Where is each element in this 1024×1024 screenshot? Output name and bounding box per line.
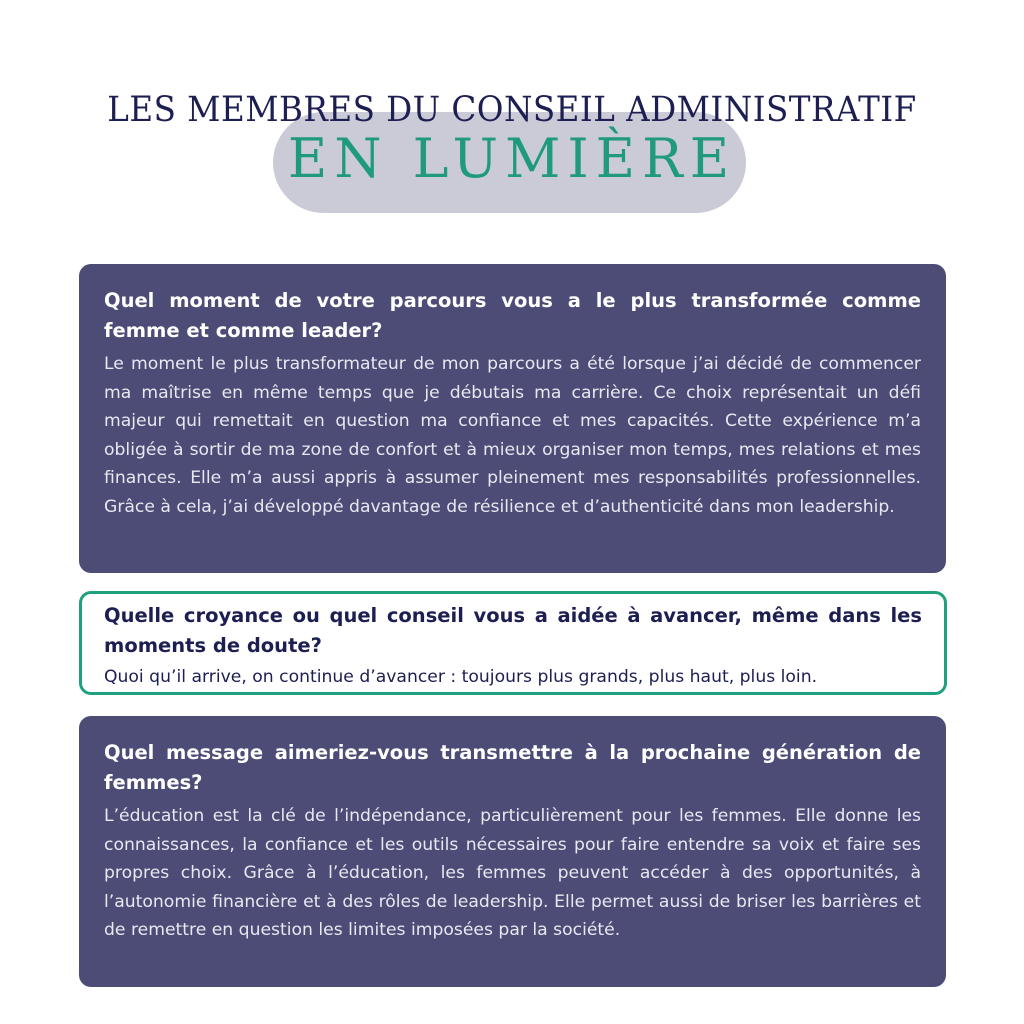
page-header (0, 0, 1024, 240)
card-question: Quelle croyance ou quel conseil vous a aidée à avancer, même dans les moments de doute? (104, 604, 922, 657)
card-answer: Le moment le plus transformateur de mon parcours a été lorsque j’ai décidé de commencer ma maîtrise en même temps que je débutais ma carrière. Ce choix représentait un défi majeur qui remettait en question ma confiance et mes capacités. Cette expérience m’a obligée à sortir de ma zone de confort et à mieux organiser mon temps, mes relations et mes finances. Elle m’a aussi appris à assumer pleinement mes responsabilités professionnelles. Grâce à cela, j’ai développé davantage de résilience et d’authenticité dans mon leadership. (104, 354, 921, 517)
page-title: LES MEMBRES DU CONSEIL ADMINISTRATIF (107, 90, 917, 130)
qa-card-belief (79, 591, 947, 695)
card-question: Quel moment de votre parcours vous a le plus transformée comme femme et comme leader? (104, 289, 921, 342)
card-answer: L’éducation est la clé de l’indépendance, particulièrement pour les femmes. Elle donne les connaissances, la confiance et les outils nécessaires pour faire entendre sa voix et faire ses propres choix. Grâce à l’éducation, les femmes peuvent accéder à des opportunités, à l’autonomie financière et à des rôles de leadership. Elle permet aussi de briser les barrières et de remettre en question les limites imposées par la société. (104, 806, 921, 941)
page-subtitle: EN LUMIÈRE (287, 127, 737, 190)
qa-card-transformation (79, 264, 946, 573)
card-answer: Quoi qu’il arrive, on continue d’avancer : toujours plus grands, plus haut, plus loin. (104, 667, 818, 687)
card-question: Quel message aimeriez-vous transmettre à la prochaine génération de femmes? (104, 741, 921, 794)
qa-card-message (79, 716, 946, 987)
